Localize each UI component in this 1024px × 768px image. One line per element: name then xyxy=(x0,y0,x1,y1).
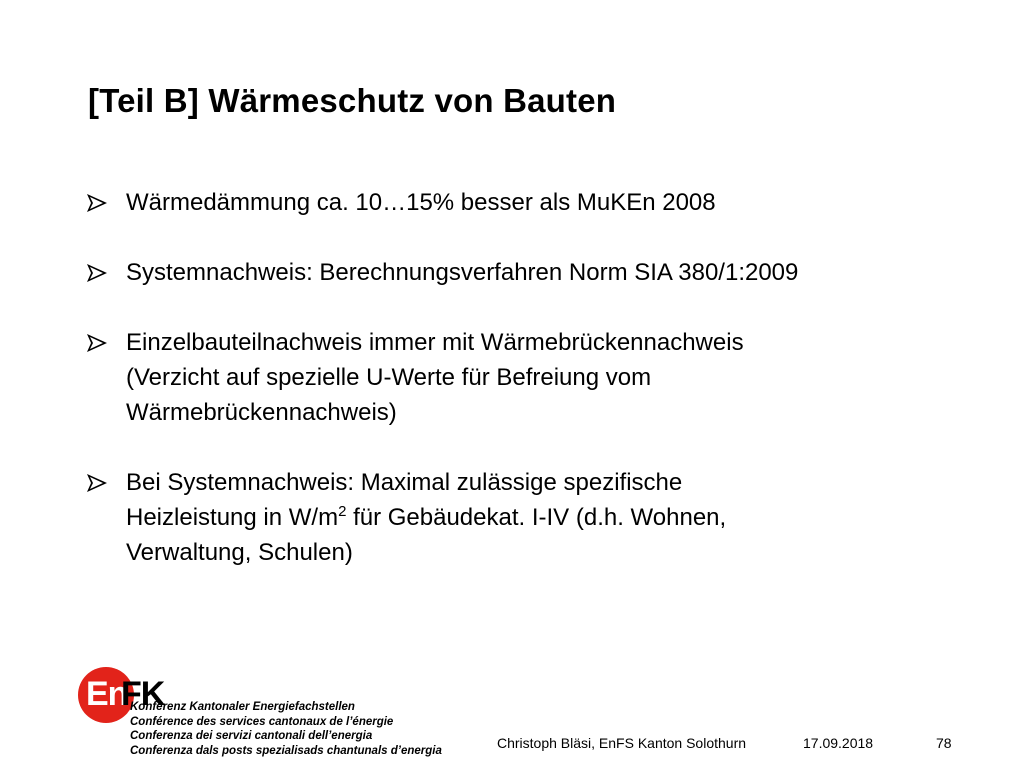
enfk-logo xyxy=(78,665,442,760)
bullet-text: Systemnachweis: Berechnungsverfahren Norm SIA 380/1:2009 xyxy=(126,259,799,286)
logo-mark-en: En xyxy=(86,675,128,713)
footer-page-number: 78 xyxy=(936,735,952,751)
bullet-text: Bei Systemnachweis: Maximal zulässige spezifische xyxy=(126,469,683,496)
arrow-bullet-icon xyxy=(86,193,108,213)
bullet-item xyxy=(86,325,986,430)
bullet-text-part: für Gebäudekat. I-IV (d.h. Wohnen, xyxy=(346,504,727,531)
logo-line: Conférence des services cantonaux de l’énergie xyxy=(130,715,394,728)
bullet-text xyxy=(126,500,986,535)
bullet-text: Verwaltung, Schulen) xyxy=(126,539,353,566)
logo-mark-fk: FK xyxy=(121,675,165,713)
bullet-item xyxy=(86,255,986,290)
slide-title: [Teil B] Wärmeschutz von Bauten xyxy=(88,82,617,119)
logo-line: Konferenz Kantonaler Energiefachstellen xyxy=(130,701,355,713)
arrow-bullet-icon xyxy=(86,333,108,353)
logo-subtitle xyxy=(130,700,442,758)
bullet-text: (Verzicht auf spezielle U-Werte für Befreiung vom xyxy=(126,364,652,391)
bullet-item xyxy=(86,185,986,220)
bullet-text: Einzelbauteilnachweis immer mit Wärmebrückennachweis xyxy=(126,329,744,356)
bullet-text: Wärmedämmung ca. 10…15% besser als MuKEn 2008 xyxy=(126,189,716,216)
bullet-item xyxy=(86,465,986,570)
logo-line: Conferenza dei servizi cantonali dell’energia xyxy=(130,730,373,742)
arrow-bullet-icon xyxy=(86,473,108,493)
logo-line: Conferenza dals posts spezialisads chantunals d’energia xyxy=(130,744,442,757)
superscript: 2 xyxy=(338,503,347,520)
footer-date: 17.09.2018 xyxy=(803,735,874,751)
bullet-list xyxy=(86,185,986,605)
bullet-text-part: Heizleistung in W/m xyxy=(126,504,339,531)
footer-author: Christoph Bläsi, EnFS Kanton Solothurn xyxy=(497,735,747,751)
bullet-text: Wärmebrückennachweis) xyxy=(126,399,397,426)
arrow-bullet-icon xyxy=(86,263,108,283)
